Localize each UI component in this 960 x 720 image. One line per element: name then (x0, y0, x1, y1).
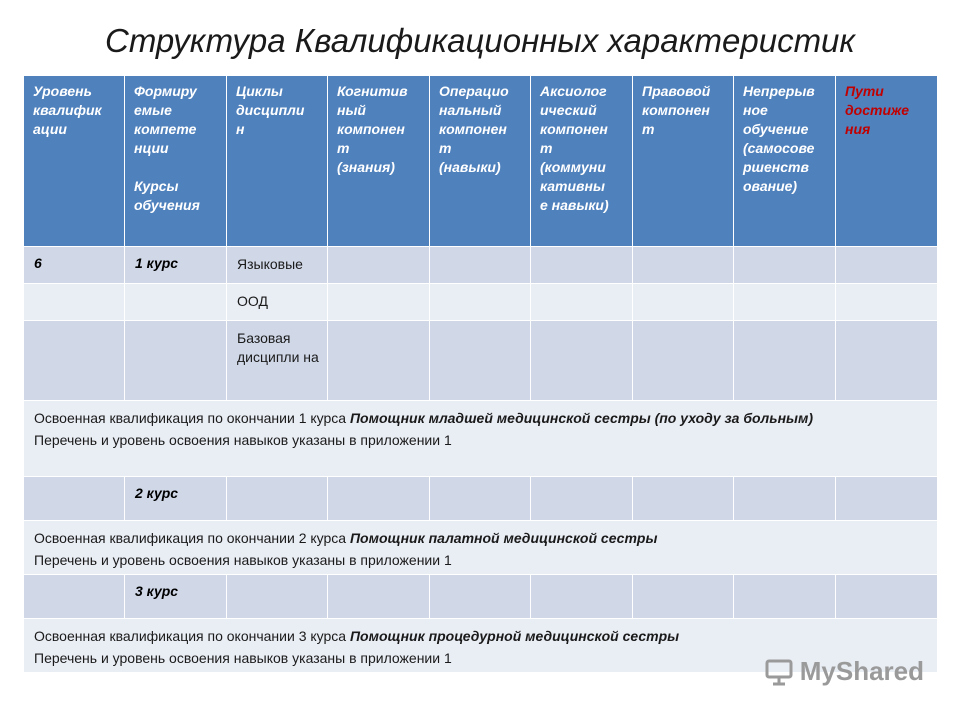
qualification-info-1: Освоенная квалификация по окончании 1 курса Помощник младшей медицинской сестры (по уходу за больным) Перечень и уровень освоения навыков указаны в приложении 1 (24, 401, 938, 477)
qualification-info-2: Освоенная квалификация по окончании 2 курса Помощник палатной медицинской сестры Перечень и уровень освоения навыков указаны в приложении 1 (24, 521, 938, 575)
header-axiological: Аксиолог ический компонен т (коммуни кативны е навыки) (531, 76, 633, 247)
table-row (24, 247, 938, 284)
level-cell: 6 (24, 247, 125, 284)
discipline-cell: Базовая дисципли на (227, 321, 328, 401)
table-row (24, 477, 938, 521)
watermark (764, 656, 924, 687)
qualification-table (23, 75, 938, 673)
qualification-info-3: Освоенная квалификация по окончании 3 курса Помощник процедурной медицинской сестры Перечень и уровень освоения навыков указаны в приложении 1 (24, 619, 938, 673)
slide-title: Структура Квалификационных характеристик (104, 22, 855, 59)
header-competencies: Формиру емые компете нции Курсы обучения (125, 76, 227, 247)
header-operational: Операцио нальный компонен т (навыки) (430, 76, 531, 247)
presentation-icon (764, 657, 794, 687)
header-cognitive: Когнитив ный компонен т (знания) (328, 76, 430, 247)
header-legal: Правовой компонен т (633, 76, 734, 247)
watermark-text: MyShared (799, 656, 924, 686)
header-continuous: Непрерыв ное обучение (самосове ршенств ование) (734, 76, 836, 247)
table-row (24, 284, 938, 321)
course-cell: 1 курс (125, 247, 227, 284)
header-cycles: Циклы дисципли н (227, 76, 328, 247)
header-ways: Пути достиже ния (836, 76, 938, 247)
discipline-cell: Языковые (227, 247, 328, 284)
course-cell: 2 курс (125, 477, 227, 521)
header-level: Уровень квалифик ации (24, 76, 125, 247)
qualification-row (24, 401, 938, 477)
table-row (24, 321, 938, 401)
table-row (24, 575, 938, 619)
header-row (24, 76, 938, 247)
discipline-cell: ООД (227, 284, 328, 321)
qualification-row (24, 521, 938, 575)
course-cell: 3 курс (125, 575, 227, 619)
